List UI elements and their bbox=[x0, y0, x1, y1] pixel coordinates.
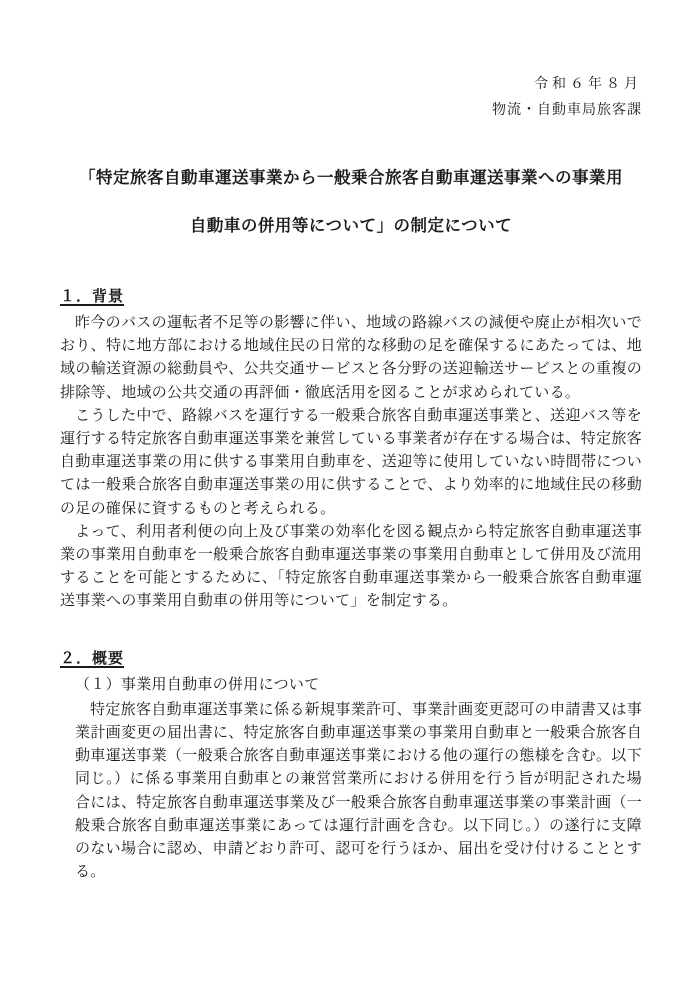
document-title-line-1: 「特定旅客自動車運送事業から一般乗合旅客自動車運送事業への事業用 bbox=[79, 169, 623, 187]
section-overview bbox=[60, 649, 642, 884]
background-paragraph-3: よって、利用者利便の向上及び事業の効率化を図る観点から特定旅客自動車運送事業の事業用自動車を一般乗合旅客自動車運送事業の事業用自動車として併用及び流用することを可能とするために、「特定旅客自動車運送事業から一般乗合旅客自動車運送事業への事業用自動車の併用等について」を制定する。 bbox=[60, 522, 642, 610]
document-title-line-2: 自動車の併用等について」の制定について bbox=[189, 217, 513, 235]
section-1-heading-text: １．背景 bbox=[60, 288, 125, 305]
section-1-heading bbox=[60, 287, 642, 307]
document-title bbox=[60, 168, 642, 237]
header-department: 物流・自動車局旅客課 bbox=[492, 101, 642, 117]
background-paragraph-1: 昨今のバスの運転者不足等の影響に伴い、地域の路線バスの減便や廃止が相次いでおり、特に地方部における地域住民の日常的な移動の足を確保するにあたっては、地域の輸送資源の総動員や、公共交通サービスと各分野の送迎輸送サービスとの重複の排除等、地域の公共交通の再評価・徹底活用を図ることが求められている。 bbox=[60, 314, 642, 401]
section-background bbox=[60, 287, 642, 613]
background-paragraph-2: こうした中で、路線バスを運行する一般乗合旅客自動車運送事業と、送迎バス等を運行する特定旅客自動車運送事業を兼営している事業者が存在する場合は、特定旅客自動車運送事業の用に供する事業用自動車を、送迎等に使用していない時間帯については一般乗合旅客自動車運送事業の用に供することで、より効率的に地域住民の移動の足の確保に資するものと考えられる。 bbox=[60, 406, 642, 517]
header-date: 令和６年８月 bbox=[534, 75, 642, 91]
section-2-heading-text: ２．概要 bbox=[60, 649, 125, 667]
document-header bbox=[60, 70, 642, 122]
overview-paragraph-1: 特定旅客自動車運送事業に係る新規事業許可、事業計画変更認可の申請書又は事業計画変更の届出書に、特定旅客自動車運送事業の事業用自動車と一般乗合旅客自動車運送事業（一般乗合旅客自動車運送事業における他の運行の態様を含む。以下同じ。）に係る事業用自動車との兼営営業所における併用を行う旨が明記された場合には、特定旅客自動車運送事業及び一般乗合旅客自動車運送事業の事業計画（一般乗合旅客自動車運送事業にあっては運行計画を含む。以下同じ。）の遂行に支障のない場合に認め、申請どおり許可、認可を行うほか、届出を受け付けることとする。 bbox=[75, 700, 642, 881]
subsection-1-heading: （１）事業用自動車の併用について bbox=[75, 675, 320, 693]
section-2-heading bbox=[60, 649, 642, 669]
